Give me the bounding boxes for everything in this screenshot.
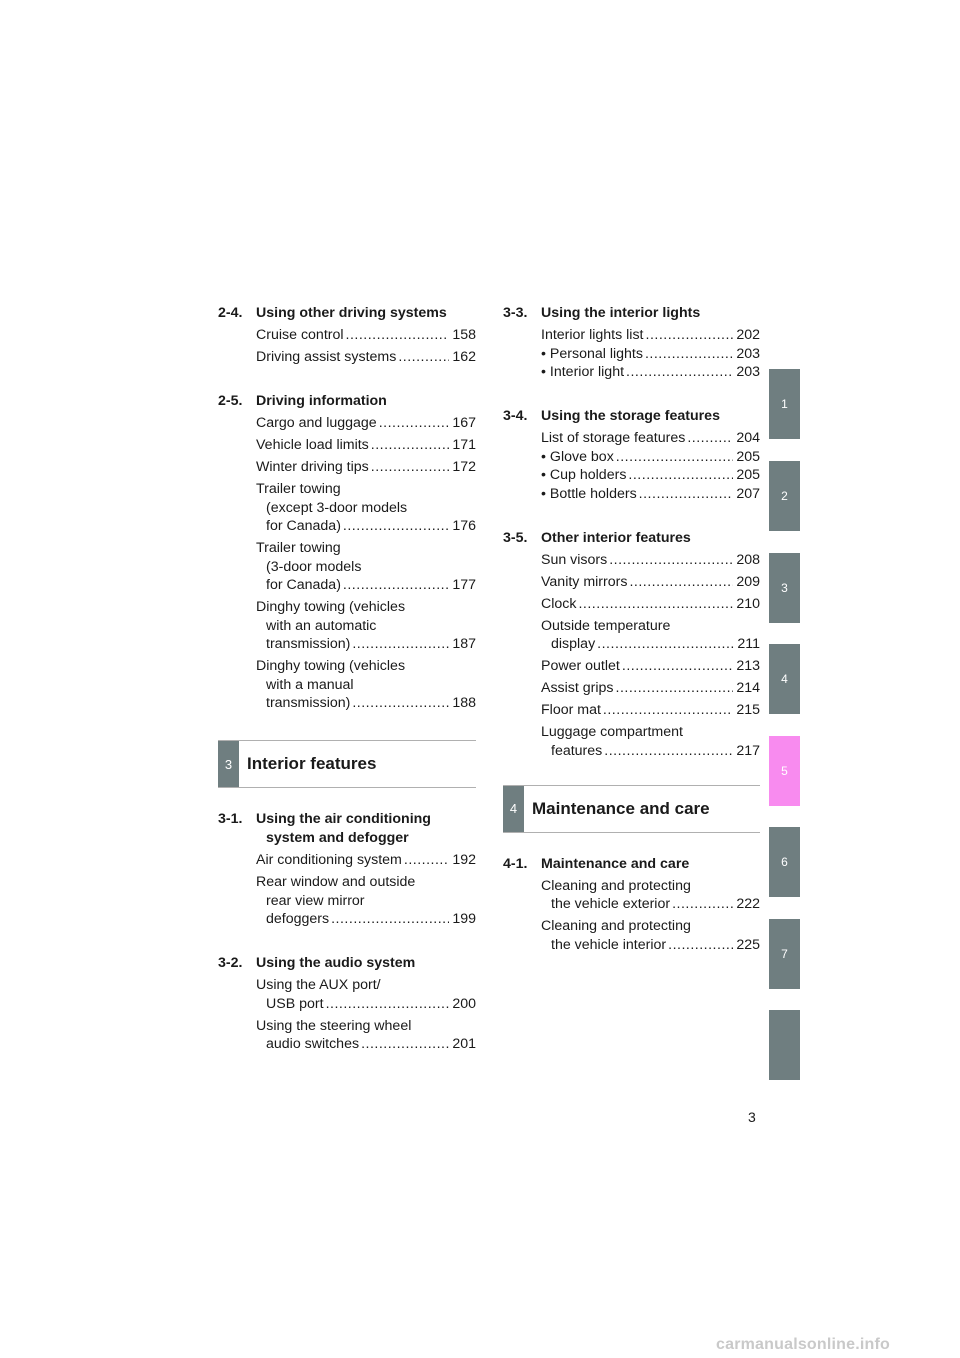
section-heading-2-4 — [218, 304, 476, 323]
section-title: Using other driving systems — [256, 305, 447, 321]
chapter-tab-3[interactable]: 3 — [769, 553, 800, 623]
toc-entry[interactable]: Dinghy towing (vehicles with an automatic transmission) ..... 187 — [256, 598, 476, 654]
section-number: 3-3. — [503, 305, 528, 321]
page-number: 3 — [748, 1109, 756, 1125]
toc-entry[interactable]: Cruise control ..... 158 — [256, 326, 476, 345]
toc-entry[interactable]: Driving assist systems ..... 162 — [256, 348, 476, 367]
page-ref: 162 — [452, 349, 476, 365]
toc-entry[interactable]: Using the steering wheel audio switches ..... 201 — [256, 1017, 476, 1054]
section-number: 3-2. — [218, 955, 243, 971]
section-heading-2-5 — [218, 392, 476, 411]
toc-entry[interactable]: Floor mat ..... 215 — [541, 701, 760, 720]
page-ref: 210 — [736, 595, 760, 612]
section-heading-3-4 — [503, 407, 760, 426]
toc-entry[interactable]: • Interior light ..... 203 — [541, 363, 760, 382]
page-ref: 211 — [737, 636, 760, 652]
page-ref: 192 — [452, 852, 476, 868]
page-ref: 217 — [736, 742, 760, 759]
toc-entry[interactable]: Rear window and outside rear view mirror defoggers ..... 199 — [256, 873, 476, 929]
chapter-tab-2[interactable]: 2 — [769, 461, 800, 531]
page-ref: 207 — [736, 485, 760, 502]
section-heading-3-1 — [218, 810, 476, 848]
toc-entry[interactable]: Power outlet ..... 213 — [541, 657, 760, 676]
page-ref: 205 — [736, 467, 760, 483]
chapter-tab-6[interactable]: 6 — [769, 827, 800, 897]
section-number: 3-4. — [503, 408, 528, 424]
toc-entry[interactable]: Outside temperature display ..... 211 — [541, 617, 760, 654]
section-title: Using the air conditioning system and defogger — [256, 811, 431, 846]
page-ref: 213 — [736, 658, 760, 674]
toc-entry[interactable]: Air conditioning system ..... 192 — [256, 851, 476, 870]
toc-entry[interactable]: List of storage features ..... 204 — [541, 429, 760, 448]
toc-entry[interactable]: Trailer towing (3-door models for Canada) ..... 177 — [256, 539, 476, 595]
page-ref: 215 — [736, 702, 760, 718]
page-ref: 205 — [736, 448, 760, 465]
chapter-tab-4[interactable]: 4 — [769, 644, 800, 714]
page-ref: 167 — [452, 415, 476, 431]
toc-entry[interactable]: Vanity mirrors ..... 209 — [541, 573, 760, 592]
page-ref: 201 — [452, 1036, 476, 1052]
toc-entry[interactable]: Cleaning and protecting the vehicle interior ..... 225 — [541, 917, 760, 954]
page-ref: 214 — [736, 680, 760, 696]
page-ref: 171 — [452, 437, 476, 453]
toc-entry[interactable]: Interior lights list ..... 202 — [541, 326, 760, 345]
toc-entry[interactable]: • Bottle holders ..... 207 — [541, 485, 760, 504]
chapter-tab-5[interactable]: 5 — [769, 736, 800, 806]
page-ref: 203 — [736, 345, 760, 362]
chapter-title: Interior features — [247, 754, 377, 773]
page-ref: 209 — [736, 573, 760, 590]
toc-entry[interactable]: Vehicle load limits ..... 171 — [256, 436, 476, 455]
chapter-number: 3 — [218, 741, 239, 787]
section-number: 4-1. — [503, 855, 528, 872]
page-ref: 172 — [452, 459, 476, 475]
toc-entry[interactable]: Assist grips ..... 214 — [541, 679, 760, 698]
section-number: 2-5. — [218, 393, 243, 409]
page-ref: 208 — [736, 551, 760, 568]
chapter-title: Maintenance and care — [532, 798, 710, 818]
chapter-heading-3 — [218, 740, 476, 788]
toc-entry[interactable]: Cargo and luggage ..... 167 — [256, 414, 476, 433]
page-ref: 158 — [452, 327, 476, 343]
chapter-number: 4 — [503, 786, 524, 832]
page-ref: 177 — [452, 577, 476, 593]
section-title: Using the audio system — [256, 955, 416, 971]
page-ref: 225 — [736, 936, 760, 953]
chapter-tab-1[interactable]: 1 — [769, 369, 800, 439]
toc-entry[interactable]: Trailer towing (except 3-door models for Canada) ..... 176 — [256, 480, 476, 536]
page-ref: 199 — [452, 911, 476, 927]
section-heading-4-1 — [503, 855, 760, 874]
page-ref: 222 — [736, 896, 760, 912]
section-heading-3-5 — [503, 529, 760, 548]
page-ref: 202 — [736, 327, 760, 343]
toc-entry[interactable]: Cleaning and protecting the vehicle exterior ..... 222 — [541, 877, 760, 914]
section-number: 2-4. — [218, 305, 243, 321]
chapter-heading-4 — [503, 785, 760, 833]
chapter-tab-index[interactable] — [769, 1010, 800, 1080]
section-number: 3-1. — [218, 811, 243, 827]
page-ref: 203 — [736, 364, 760, 380]
section-title: Driving information — [256, 393, 387, 409]
toc-left-column — [218, 300, 476, 1057]
toc-entry[interactable]: Using the AUX port/ USB port ..... 200 — [256, 976, 476, 1013]
toc-entry[interactable]: Luggage compartment features ..... 217 — [541, 723, 760, 760]
page-ref: 204 — [736, 430, 760, 446]
page-ref: 200 — [452, 995, 476, 1012]
toc-right-column — [503, 300, 760, 958]
page-ref: 187 — [452, 636, 476, 652]
toc-entry[interactable]: • Personal lights ..... 203 — [541, 345, 760, 364]
toc-entry[interactable]: Winter driving tips ..... 172 — [256, 458, 476, 477]
page-ref: 176 — [452, 518, 476, 534]
section-title: Maintenance and care — [541, 855, 690, 872]
toc-entry[interactable]: • Glove box ..... 205 — [541, 448, 760, 467]
section-number: 3-5. — [503, 529, 528, 546]
chapter-tab-7[interactable]: 7 — [769, 919, 800, 989]
toc-entry[interactable]: Clock ..... 210 — [541, 595, 760, 614]
watermark: carmanualsonline.info — [716, 1336, 891, 1353]
section-heading-3-2 — [218, 954, 476, 973]
section-title: Other interior features — [541, 529, 691, 546]
section-heading-3-3 — [503, 304, 760, 323]
toc-entry[interactable]: Dinghy towing (vehicles with a manual transmission) ..... 188 — [256, 657, 476, 713]
toc-entry[interactable]: Sun visors ..... 208 — [541, 551, 760, 570]
toc-entry[interactable]: • Cup holders ..... 205 — [541, 466, 760, 485]
section-title: Using the interior lights — [541, 305, 701, 321]
section-title: Using the storage features — [541, 408, 720, 424]
page-ref: 188 — [452, 695, 476, 711]
